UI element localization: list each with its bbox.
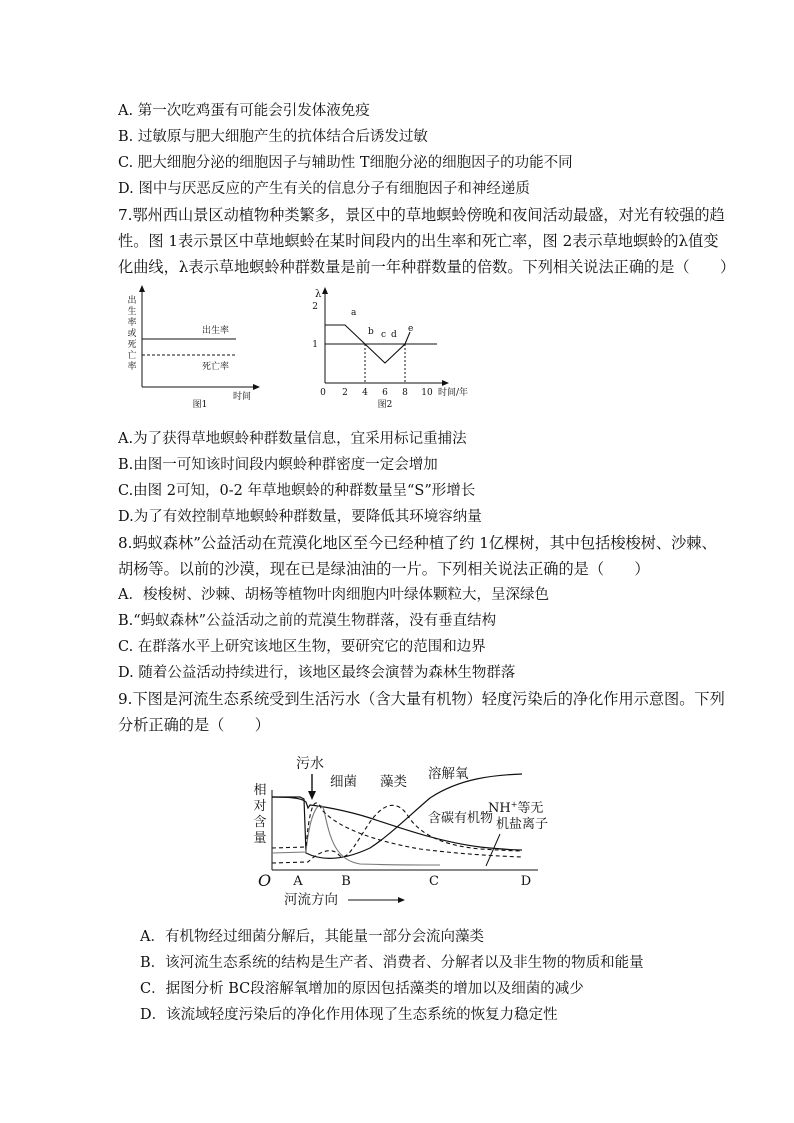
dissolved-oxygen-label: 溶解氧 [428,766,469,782]
fig2-y-arrow [322,287,328,294]
nh4-label-line-2: 机盐离子 [496,817,549,832]
fig2-x-label: 时间/年 [438,388,469,398]
q8-stem-line-2: 胡杨等。以前的沙漠，现在已是绿油油的一片。下列相关说法正确的是（ ） [118,560,650,578]
fig2-xtick: 0 [320,388,326,398]
q6-option-c: C. 肥大细胞分泌的细胞因子与辅助性 T细胞分泌的细胞因子的功能不同 [118,155,573,171]
fig1-ylabel-char: 率 [127,362,137,372]
carbon-organic-label: 含碳有机物 [428,811,494,826]
y-label-char: 量 [253,831,267,846]
fig1-y-arrow [139,285,145,292]
q6-option-d: D. 图中与厌恶反应的产生有关的信息分子有细胞因子和神经递质 [118,181,530,197]
fig2-xtick: 10 [421,388,433,398]
fig1-ylabel-char: 出 [127,296,137,306]
q7-option-d: D.为了有效控制草地螟蛉种群数量，要降低其环境容纳量 [118,509,482,525]
fig2-x-arrow [442,380,449,386]
fig1-x-arrow [253,384,260,390]
fig2-point-c: c [381,330,387,340]
fig2-y-label: λ [315,289,322,300]
q8-option-c: C. 在群落水平上研究该地区生物，要研究它的范围和边界 [118,639,486,655]
q7-stem-line-2: 性。图 1表示景区中草地螟蛉在某时间段内的出生率和死亡率，图 2表示草地螟蛉的λ值变 [118,232,719,250]
fig2-caption: 图2 [377,400,393,410]
q9-stem-line-2: 分析正确的是（ ） [118,716,270,734]
q9-option-a: A．有机物经过细菌分解后，其能量一部分会流向藻类 [140,929,484,945]
q7-option-b: B.由图一可知该时间段内螟蛉种群密度一定会增加 [118,457,438,473]
bacteria-curve [272,806,440,865]
fig1-ylabel-char: 亡 [127,351,137,361]
q8-option-d: D. 随着公益活动持续进行，该地区最终会演替为森林生物群落 [118,665,516,681]
q8-option-b: B.“蚂蚁森林”公益活动之前的荒漠生物群落，没有垂直结构 [118,613,497,629]
q9-stem-line-1: 9.下图是河流生态系统受到生活污水（含大量有机物）轻度污染后的净化作用示意图。下列 [118,690,725,708]
q6-option-a: A. 第一次吃鸡蛋有可能会引发体液免疫 [118,103,370,119]
x-tick-d: D [520,874,532,889]
fig2-point-d: d [391,330,397,340]
fig1-birth-label: 出生率 [202,326,230,336]
fig1-x-label: 时间 [233,392,252,402]
fig2-xtick: 4 [362,388,368,398]
y-label-char: 相 [253,783,267,798]
fig1-caption: 图1 [192,400,208,410]
fig1-ylabel-char: 死 [127,340,137,350]
nh4-label-line-1: NH+等无 [488,800,544,816]
bacteria-label: 细菌 [330,774,357,790]
fig2-point-a: a [351,308,357,318]
fig2-xtick: 2 [342,388,348,398]
river-purification-figure [250,750,550,910]
fig1-ylabel-char: 或 [127,329,137,339]
q8-option-a: A．梭梭树、沙棘、胡杨等植物叶肉细胞内叶绿体颗粒大，呈深绿色 [118,587,549,603]
q6-option-b: B. 过敏原与肥大细胞产生的抗体结合后诱发过敏 [118,129,428,145]
q9-option-b: B．该河流生态系统的结构是生产者、消费者、分解者以及非生物的物质和能量 [140,955,644,971]
q7-stem-line-1: 7.鄂州西山景区动植物种类繁多，景区中的草地螟蛉傍晚和夜间活动最盛，对光有较强的趋 [118,206,725,224]
q9-option-c: C．据图分析 BC段溶解氧增加的原因包括藻类的增加以及细菌的减少 [140,981,584,997]
fig2-point-e: e [408,324,414,334]
q9-option-d: D．该流域轻度污染后的净化作用体现了生态系统的恢复力稳定性 [140,1007,558,1023]
figure-1-birth-death-rate [118,283,268,413]
q7-stem-line-3: 化曲线，λ表示草地螟蛉种群数量是前一年种群数量的倍数。下列相关说法正确的是（ ） [118,258,736,276]
fig2-xtick: 6 [382,388,388,398]
relative-content-y-label [253,782,266,846]
fig2-ytick-2: 2 [312,302,318,312]
sewage-label: 污水 [296,756,324,772]
x-tick-b: B [341,874,351,889]
river-direction-label: 河流方向 [284,892,338,908]
fig1-ylabel-char: 率 [127,318,137,328]
river-direction-arrow-head [398,897,405,903]
x-tick-c: C [429,874,439,889]
fig1-ylabel-char: 生 [127,307,137,317]
fig2-ytick-1: 1 [312,340,318,350]
q7-option-a: A.为了获得草地螟蛉种群数量信息，宜采用标记重捕法 [118,431,467,447]
fig1-y-axis-label [127,294,136,372]
origin-label: O [258,871,272,890]
x-tick-a: A [293,874,303,889]
figure-2-lambda-curve [305,283,505,413]
q7-option-c: C.由图 2可知，0-2 年草地螟蛉的种群数量呈“S”形增长 [118,483,476,499]
y-label-char: 含 [253,815,267,830]
sewage-arrow-head [308,791,316,800]
fig1-death-label: 死亡率 [202,362,230,372]
q8-stem-line-1: 8.蚂蚁森林”公益活动在荒漠化地区至今已经种植了约 1亿棵树，其中包括梭梭树、沙棘、 [118,534,717,552]
algae-label: 藻类 [380,774,407,790]
fig2-point-b: b [368,327,374,337]
y-label-char: 对 [253,799,267,814]
fig2-xtick: 8 [402,388,408,398]
